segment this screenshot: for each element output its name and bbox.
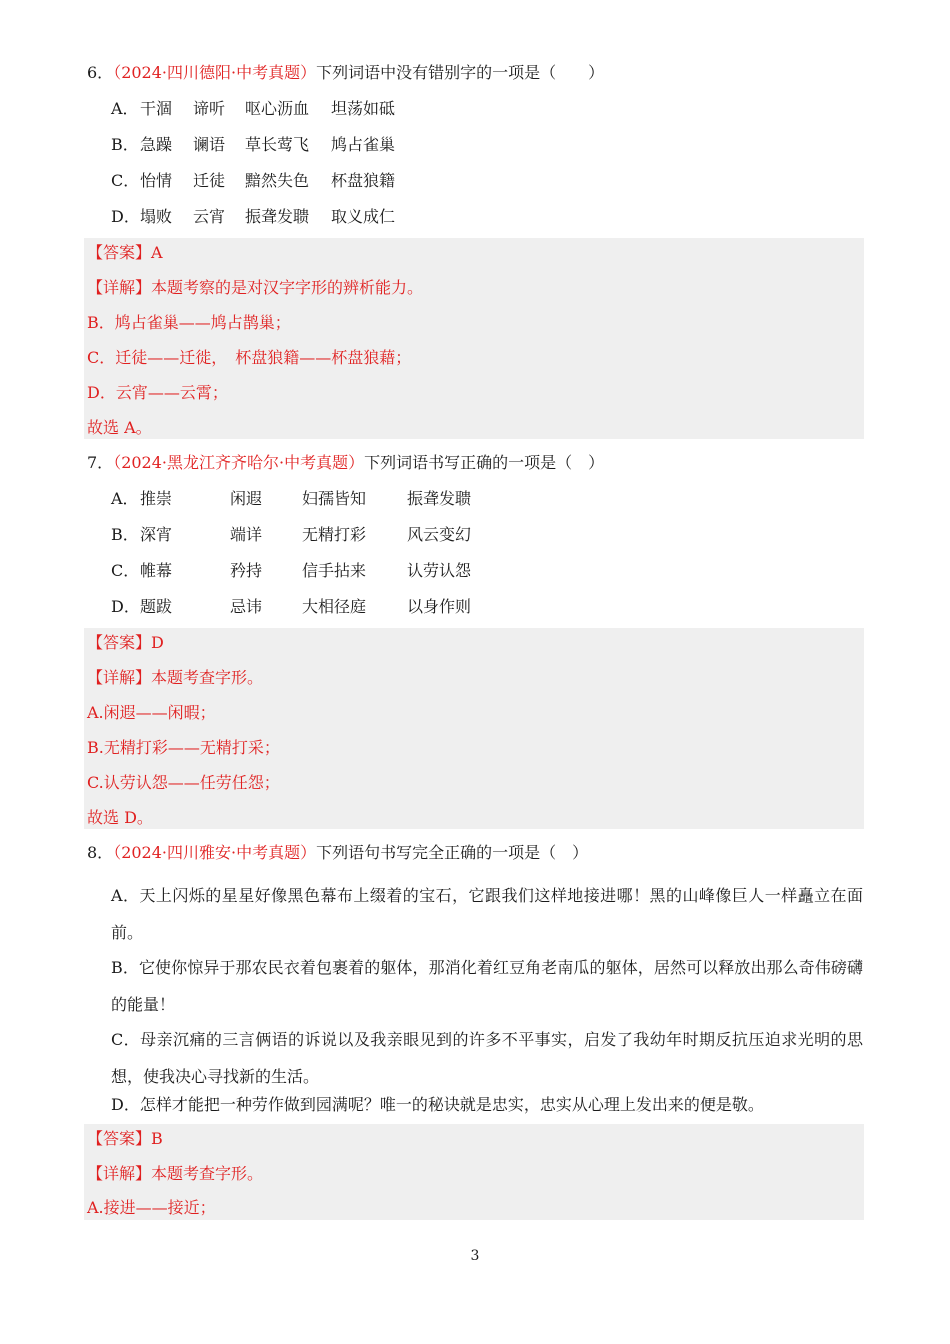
q7-option-b-word-1: 深宵 (140, 525, 173, 544)
q7-option-d-word-1: 题跋 (140, 597, 173, 616)
q6-option-d-word-1: 塌败 (140, 207, 173, 226)
q7-option-d-word-4: 以身作则 (407, 597, 472, 616)
q8-option-a-label: A． (111, 886, 140, 905)
q6-option-a-word-1: 干涸 (140, 99, 173, 118)
q7-option-b-word-4: 风云变幻 (407, 525, 472, 544)
page-number: 3 (470, 1248, 480, 1264)
q7-option-c-word-1: 帷幕 (140, 561, 173, 580)
q6-detail-line-3: D．云宵——云霄； (87, 383, 228, 402)
q6-option-c-label: C． (111, 171, 140, 190)
q6-answer: 【答案】A (87, 243, 163, 262)
q7-detail (87, 667, 263, 689)
q8-option-b-label: B． (111, 958, 139, 977)
q8-detail (87, 1163, 263, 1185)
q8-detail-line-1: A.接进——接近； (87, 1198, 216, 1217)
q7-option-c-word-4: 认劳认怨 (407, 561, 472, 580)
q7-option-a-word-3: 妇孺皆知 (302, 489, 367, 508)
q8-option-b-text: 它使你惊异于那农民衣着包裹着的躯体，那消化着红豆角老南瓜的躯体，居然可以释放出那么奇伟磅礴的能量！ (111, 958, 863, 1014)
q8-option-a-text: 天上闪烁的星星好像黑色幕布上缀着的宝石，它跟我们这样地接进哪！黑的山峰像巨人一样矗立在面前。 (111, 886, 863, 942)
q7-option-a-word-2: 闲遐 (230, 489, 263, 508)
q6-detail (87, 277, 423, 299)
q7-stem (87, 452, 604, 474)
q6-number: 6． (87, 63, 114, 82)
q6-option-a-word-3: 呕心沥血 (245, 99, 310, 118)
q7-detail-line-3: C.认劳认怨——任劳任怨； (87, 773, 280, 792)
q7-option-c-word-2: 矜持 (230, 561, 263, 580)
q8-option-c-label: C． (111, 1030, 141, 1049)
q6-option-d-word-2: 云宵 (193, 207, 226, 226)
q6-detail-line-4: 故选 A。 (87, 418, 152, 437)
q6-option-b-word-4: 鸠占雀巢 (331, 135, 396, 154)
q6-option-c-word-4: 杯盘狼籍 (331, 171, 396, 190)
q6-option-a-word-4: 坦荡如砥 (331, 99, 396, 118)
q7-detail-line-1: A.闲遐——闲暇； (87, 703, 216, 722)
q6-option-b-label: B． (111, 135, 139, 154)
q8-option-c (111, 1021, 863, 1095)
q7-source: （2024·黑龙江齐齐哈尔·中考真题） (113, 453, 365, 472)
q6-option-d-word-3: 振聋发聩 (245, 207, 310, 226)
q7-answer-box (84, 628, 864, 829)
q6-detail-head: 【详解】 (87, 278, 152, 297)
q6-option-c-word-3: 黯然失色 (245, 171, 310, 190)
q7-option-b-label: B． (111, 525, 139, 544)
q7-option-a-word-4: 振聋发聩 (407, 489, 472, 508)
q6-stem (87, 62, 604, 84)
q7-detail-head: 【详解】 (87, 668, 152, 687)
q7-option-b-word-2: 端详 (230, 525, 263, 544)
q7-detail-text: 本题考查字形。 (151, 668, 264, 687)
q7-option-d-word-3: 大相径庭 (302, 597, 367, 616)
q8-option-d-text: 怎样才能把一种劳作做到园满呢？唯一的秘诀就是忠实，忠实从心理上发出来的便是敬。 (139, 1095, 764, 1114)
q6-option-b-word-1: 急躁 (140, 135, 173, 154)
q6-option-d-label: D． (111, 207, 140, 226)
q6-stem-text: 下列词语中没有错别字的一项是（ ） (316, 63, 605, 82)
q7-option-a-label: A． (111, 489, 139, 508)
q8-option-a (111, 877, 863, 951)
q6-option-b-word-2: 谰语 (193, 135, 226, 154)
q6-option-c-word-1: 怡情 (140, 171, 173, 190)
q7-option-d-word-2: 忌讳 (230, 597, 263, 616)
q6-detail-text: 本题考察的是对汉字字形的辨析能力。 (151, 278, 424, 297)
q7-detail-line-4: 故选 D。 (87, 808, 153, 827)
q8-stem (87, 842, 588, 864)
q8-detail-head: 【详解】 (87, 1164, 152, 1183)
q7-option-c-label: C． (111, 561, 140, 580)
q8-option-d-label: D． (111, 1095, 140, 1114)
q7-number: 7． (87, 453, 114, 472)
q6-answer-box (84, 238, 864, 439)
q8-source: （2024·四川雅安·中考真题） (113, 843, 317, 862)
q8-option-c-text: 母亲沉痛的三言俩语的诉说以及我亲眼见到的许多不平事实，启发了我幼年时期反抗压迫求光明的思想，使我决心寻找新的生活。 (111, 1030, 863, 1086)
q8-option-b (111, 949, 863, 1023)
q7-answer: 【答案】D (87, 633, 164, 652)
q6-detail-line-2: C．迁徒——迁徙， 杯盘狼籍——杯盘狼藉； (87, 348, 412, 367)
q8-stem-text: 下列语句书写完全正确的一项是（ ） (316, 843, 589, 862)
q6-option-a-label: A． (111, 99, 139, 118)
q7-option-a-word-1: 推崇 (140, 489, 173, 508)
q6-option-d-word-4: 取义成仁 (331, 207, 396, 226)
q7-stem-text: 下列词语书写正确的一项是（ ） (364, 453, 605, 472)
q8-detail-text: 本题考查字形。 (151, 1164, 264, 1183)
q7-detail-line-2: B.无精打彩——无精打采； (87, 738, 280, 757)
q6-option-c-word-2: 迁徒 (193, 171, 226, 190)
q6-source: （2024·四川德阳·中考真题） (113, 63, 317, 82)
q7-option-b-word-3: 无精打彩 (302, 525, 367, 544)
q8-number: 8． (87, 843, 114, 862)
q6-option-a-word-2: 谛听 (193, 99, 226, 118)
q6-option-b-word-3: 草长莺飞 (245, 135, 310, 154)
q6-detail-line-1: B．鸠占雀巢——鸠占鹊巢； (87, 313, 291, 332)
q8-answer: 【答案】B (87, 1129, 163, 1148)
q7-option-c-word-3: 信手拈来 (302, 561, 367, 580)
q7-option-d-label: D． (111, 597, 140, 616)
q8-option-d (111, 1094, 764, 1116)
